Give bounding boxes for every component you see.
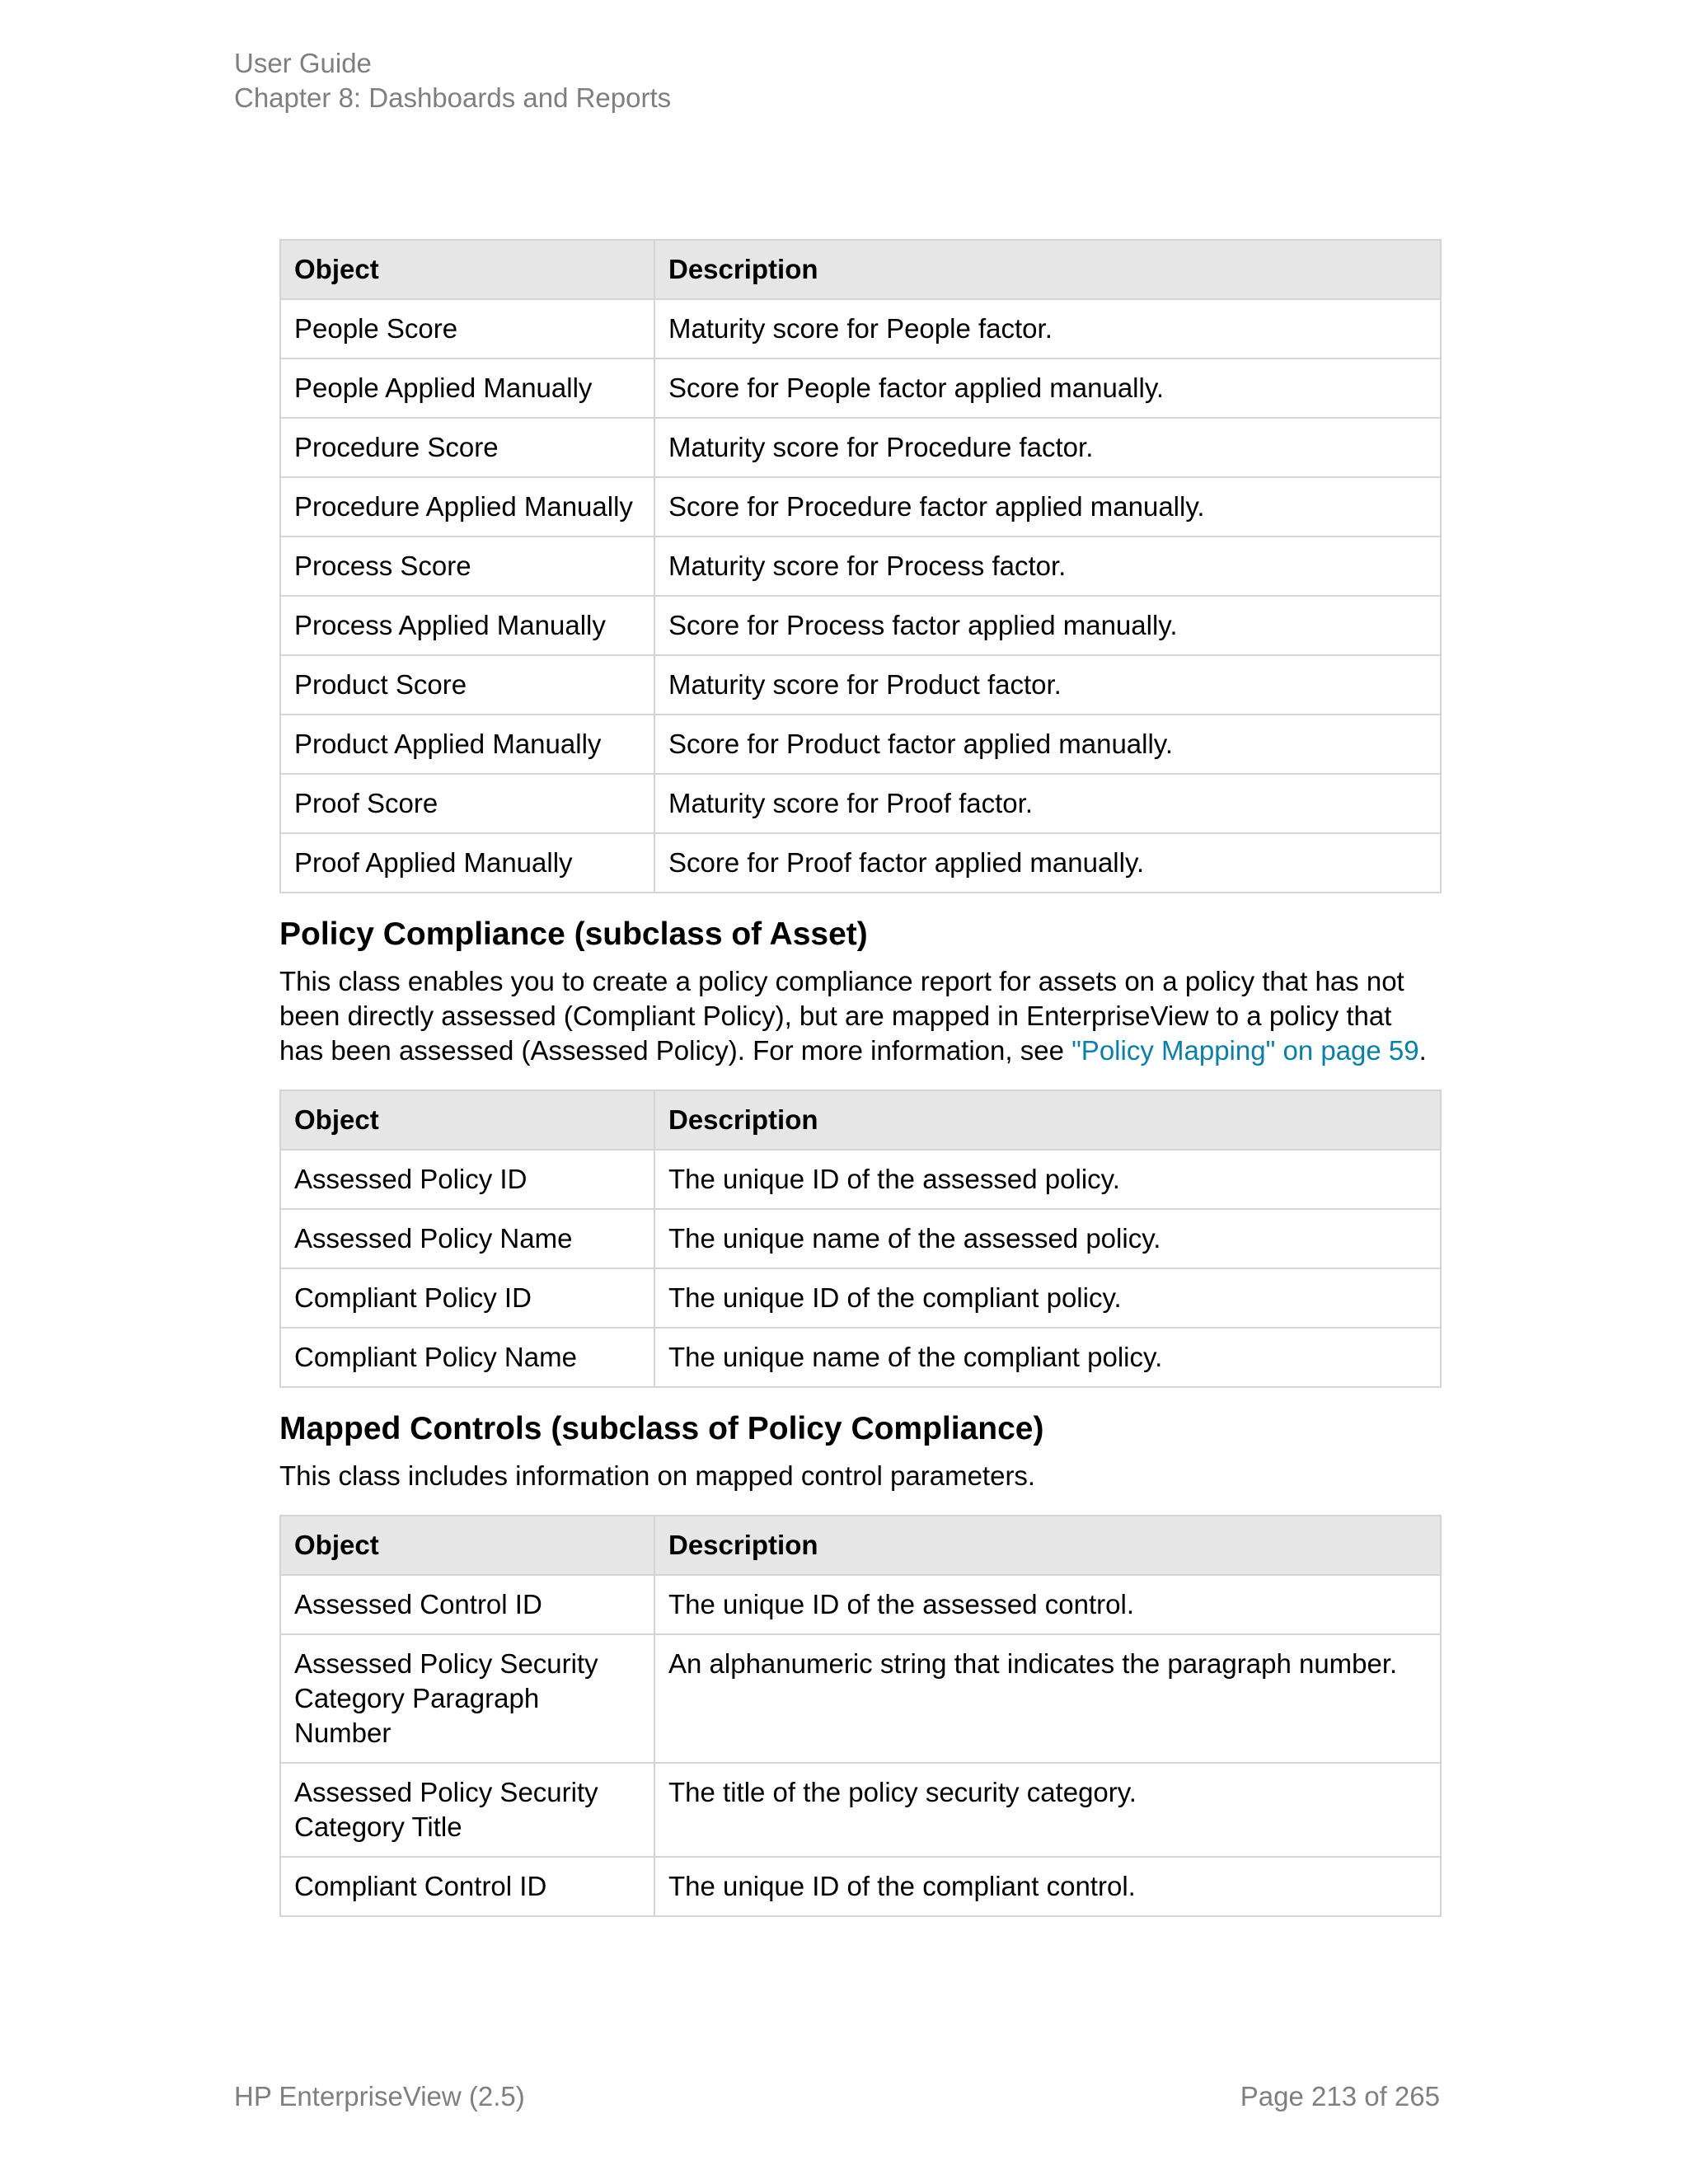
object-cell: Procedure Score: [280, 418, 654, 477]
table-row: [280, 1763, 1441, 1857]
table-row: [280, 537, 1441, 596]
column-header-description: Description: [654, 1090, 1441, 1150]
chapter-title: Chapter 8: Dashboards and Reports: [234, 82, 672, 113]
footer-product: HP EnterpriseView (2.5): [234, 2081, 525, 2111]
object-cell: Product Applied Manually: [280, 715, 654, 774]
object-cell: People Applied Manually: [280, 359, 654, 418]
description-cell: The unique ID of the compliant policy.: [654, 1268, 1441, 1328]
table-row: [280, 299, 1441, 359]
table-row: [280, 833, 1441, 893]
description-cell: The title of the policy security category.: [654, 1763, 1441, 1857]
footer-page-number: Page 213 of 265: [1240, 2081, 1440, 2111]
table-row: [280, 1857, 1441, 1916]
description-cell: The unique ID of the assessed policy.: [654, 1150, 1441, 1209]
description-cell: Score for People factor applied manually.: [654, 359, 1441, 418]
object-cell: Assessed Policy Security Category Title: [280, 1763, 654, 1857]
table-header-row: [280, 1090, 1441, 1150]
policy-compliance-description: [279, 964, 1440, 1068]
description-cell: The unique name of the assessed policy.: [654, 1209, 1441, 1268]
mapped-controls-heading: Mapped Controls (subclass of Policy Compliance): [279, 1411, 1044, 1446]
description-cell: Score for Process factor applied manually.: [654, 596, 1441, 655]
object-cell: Assessed Policy Security Category Paragraph Number: [280, 1634, 654, 1763]
object-cell: People Score: [280, 299, 654, 359]
column-header-description: Description: [654, 1516, 1441, 1575]
object-cell: Assessed Policy Name: [280, 1209, 654, 1268]
column-header-description: Description: [654, 240, 1441, 299]
description-cell: The unique ID of the compliant control.: [654, 1857, 1441, 1916]
object-cell: Product Score: [280, 655, 654, 715]
description-cell: An alphanumeric string that indicates the paragraph number.: [654, 1634, 1441, 1763]
table-row: [280, 596, 1441, 655]
object-cell: Procedure Applied Manually: [280, 477, 654, 537]
policy-compliance-text: This class enables you to create a policy compliance report for assets on a policy that has not been directly assessed (Compliant Policy), but are mapped in EnterpriseView to a policy that has been assessed (Assessed Policy). For more information, see: [279, 966, 1404, 1066]
description-cell: Maturity score for Procedure factor.: [654, 418, 1441, 477]
object-cell: Assessed Control ID: [280, 1575, 654, 1634]
running-header: [234, 46, 671, 115]
description-cell: Maturity score for People factor.: [654, 299, 1441, 359]
table-header-row: [280, 240, 1441, 299]
mapped-controls-description: This class includes information on mapped control parameters.: [279, 1460, 1036, 1491]
description-cell: Score for Product factor applied manually.: [654, 715, 1441, 774]
column-header-object: Object: [280, 1090, 654, 1150]
description-cell: Score for Procedure factor applied manually.: [654, 477, 1441, 537]
table-row: [280, 418, 1441, 477]
object-cell: Assessed Policy ID: [280, 1150, 654, 1209]
table-row: [280, 1328, 1441, 1387]
object-cell: Proof Applied Manually: [280, 833, 654, 893]
table-row: [280, 774, 1441, 833]
table-row: [280, 655, 1441, 715]
policy-compliance-heading: Policy Compliance (subclass of Asset): [279, 916, 868, 952]
object-cell: Compliant Policy ID: [280, 1268, 654, 1328]
table-row: [280, 1150, 1441, 1209]
guide-title: User Guide: [234, 48, 372, 78]
description-cell: Maturity score for Product factor.: [654, 655, 1441, 715]
table-row: [280, 477, 1441, 537]
factor-scores-table: [279, 239, 1442, 893]
object-cell: Compliant Policy Name: [280, 1328, 654, 1387]
table-row: [280, 715, 1441, 774]
description-cell: Score for Proof factor applied manually.: [654, 833, 1441, 893]
column-header-object: Object: [280, 240, 654, 299]
table-row: [280, 1575, 1441, 1634]
table-row: [280, 1268, 1441, 1328]
description-cell: Maturity score for Process factor.: [654, 537, 1441, 596]
policy-compliance-text-end: .: [1418, 1035, 1427, 1066]
policy-mapping-link[interactable]: "Policy Mapping" on page 59: [1071, 1035, 1419, 1066]
page-content: [279, 239, 1440, 1917]
object-cell: Process Score: [280, 537, 654, 596]
description-cell: The unique name of the compliant policy.: [654, 1328, 1441, 1387]
table-row: [280, 1209, 1441, 1268]
object-cell: Compliant Control ID: [280, 1857, 654, 1916]
object-cell: Process Applied Manually: [280, 596, 654, 655]
description-cell: Maturity score for Proof factor.: [654, 774, 1441, 833]
table-header-row: [280, 1516, 1441, 1575]
table-row: [280, 359, 1441, 418]
object-cell: Proof Score: [280, 774, 654, 833]
policy-compliance-table: [279, 1090, 1442, 1388]
description-cell: The unique ID of the assessed control.: [654, 1575, 1441, 1634]
mapped-controls-table: [279, 1515, 1442, 1917]
table-row: [280, 1634, 1441, 1763]
column-header-object: Object: [280, 1516, 654, 1575]
